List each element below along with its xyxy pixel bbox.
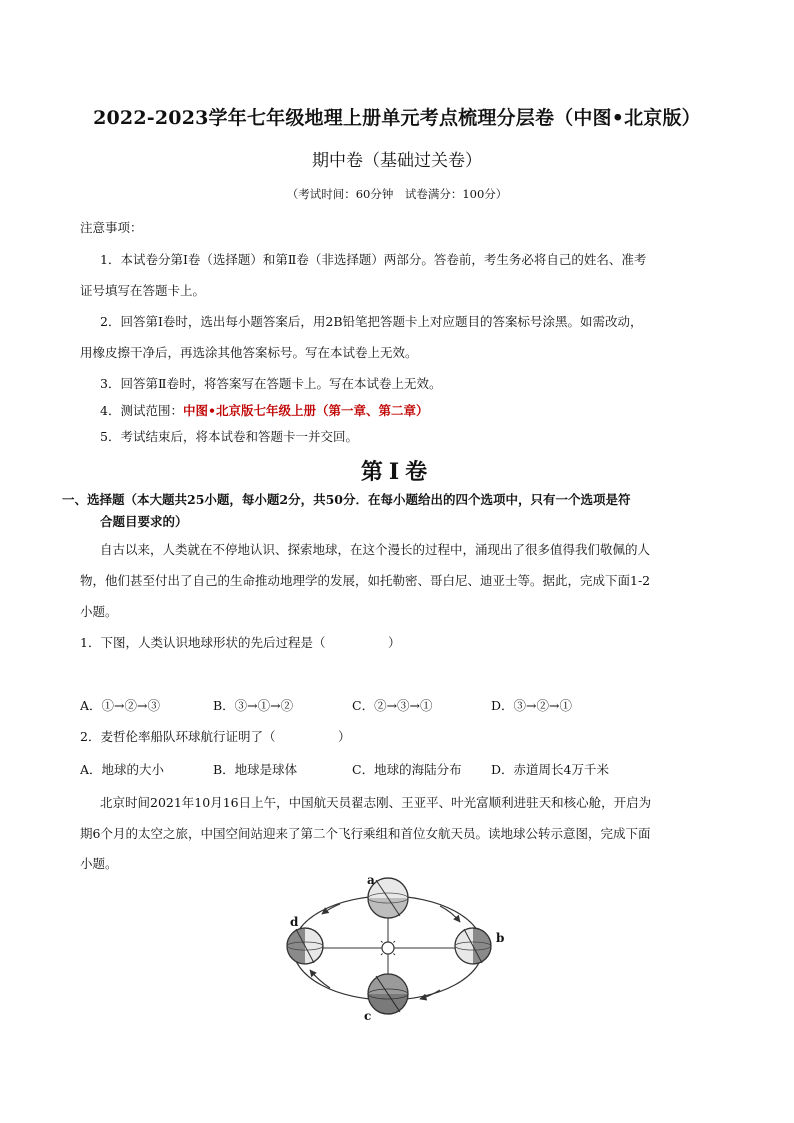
notice-item-4 xyxy=(100,401,428,419)
part1-heading-line-1: 一、选择题（本大题共25小题，每小题2分，共50分．在每小题给出的四个选项中，只有一个选项是符 xyxy=(62,492,631,507)
question-2-option-a: A．地球的大小 xyxy=(80,762,165,777)
label-b: b xyxy=(496,931,505,945)
exam-title: 2022-2023学年七年级地理上册单元考点梳理分层卷（中图•北京版） xyxy=(93,107,701,129)
label-a: a xyxy=(367,873,375,887)
question-1-option-a: A．①→②→③ xyxy=(80,698,160,713)
part1-heading-line-2: 合题目要求的） xyxy=(100,514,188,529)
notice-item-5: 5．考试结束后，将本试卷和答题卡一并交回。 xyxy=(100,429,358,444)
test-scope: 中图•北京版七年级上册（第一章、第二章） xyxy=(182,403,429,418)
passage1-line-3: 小题。 xyxy=(80,604,118,619)
notice-item-4-prefix: 4．测试范围： xyxy=(100,403,183,418)
question-2-stem: 2．麦哲伦率船队环球航行证明了（ ） xyxy=(80,729,351,744)
passage1-line-1: 自古以来，人类就在不停地认识、探索地球，在这个漫长的过程中，涌现出了很多值得我们敬佩的人 xyxy=(100,542,651,557)
earth-position-b-icon xyxy=(455,928,491,964)
notice-heading: 注意事项： xyxy=(80,220,143,235)
orbit-arrow-left xyxy=(310,970,330,988)
notice-item-1-line-1: 1．本试卷分第Ⅰ卷（选择题）和第Ⅱ卷（非选择题）两部分。答卷前，考生务必将自己的姓名、准考 xyxy=(100,252,647,267)
question-1-option-c: C．②→③→① xyxy=(352,698,433,713)
earth-position-d-icon xyxy=(287,928,323,964)
passage2-line-2: 期6个月的太空之旅，中国空间站迎来了第二个飞行乘组和首位女航天员。读地球公转示意图，完成下面 xyxy=(80,826,651,841)
notice-item-3: 3．回答第Ⅱ卷时，将答案写在答题卡上。写在本试卷上无效。 xyxy=(100,376,442,391)
question-2-option-c: C．地球的海陆分布 xyxy=(352,762,462,777)
notice-item-2-line-1: 2．回答第Ⅰ卷时，选出每小题答案后，用2B铅笔把答题卡上对应题目的答案标号涂黑。如需改动， xyxy=(100,314,643,329)
passage1-line-2: 物，他们甚至付出了自己的生命推动地理学的发展，如托勒密、哥白尼、迪亚士等。据此，完成下面1-2 xyxy=(80,573,651,588)
notice-item-2-line-2: 用橡皮擦干净后，再选涂其他答案标号。写在本试卷上无效。 xyxy=(80,345,418,360)
exam-time-info: （考试时间：60分钟 试卷满分：100分） xyxy=(286,187,508,201)
earth-position-c-icon xyxy=(368,974,408,1014)
question-1-stem: 1．下图，人类认识地球形状的先后过程是（ ） xyxy=(80,635,401,650)
section-title: 第Ⅰ卷 xyxy=(360,459,434,485)
earth-revolution-diagram xyxy=(270,870,520,1020)
question-2-option-d: D．赤道周长4万千米 xyxy=(491,762,609,777)
passage2-line-3: 小题。 xyxy=(80,856,118,871)
exam-subtitle: 期中卷（基础过关卷） xyxy=(312,151,482,171)
label-d: d xyxy=(290,915,299,929)
question-1-option-b: B．③→①→② xyxy=(213,698,294,713)
label-c: c xyxy=(364,1009,372,1020)
question-1-option-d: D．③→②→① xyxy=(491,698,572,713)
question-2-option-b: B．地球是球体 xyxy=(213,762,298,777)
passage2-line-1: 北京时间2021年10月16日上午，中国航天员翟志刚、王亚平、叶光富顺利进驻天和核心舱，开启为 xyxy=(100,795,652,810)
notice-item-1-line-2: 证号填写在答题卡上。 xyxy=(80,283,206,298)
